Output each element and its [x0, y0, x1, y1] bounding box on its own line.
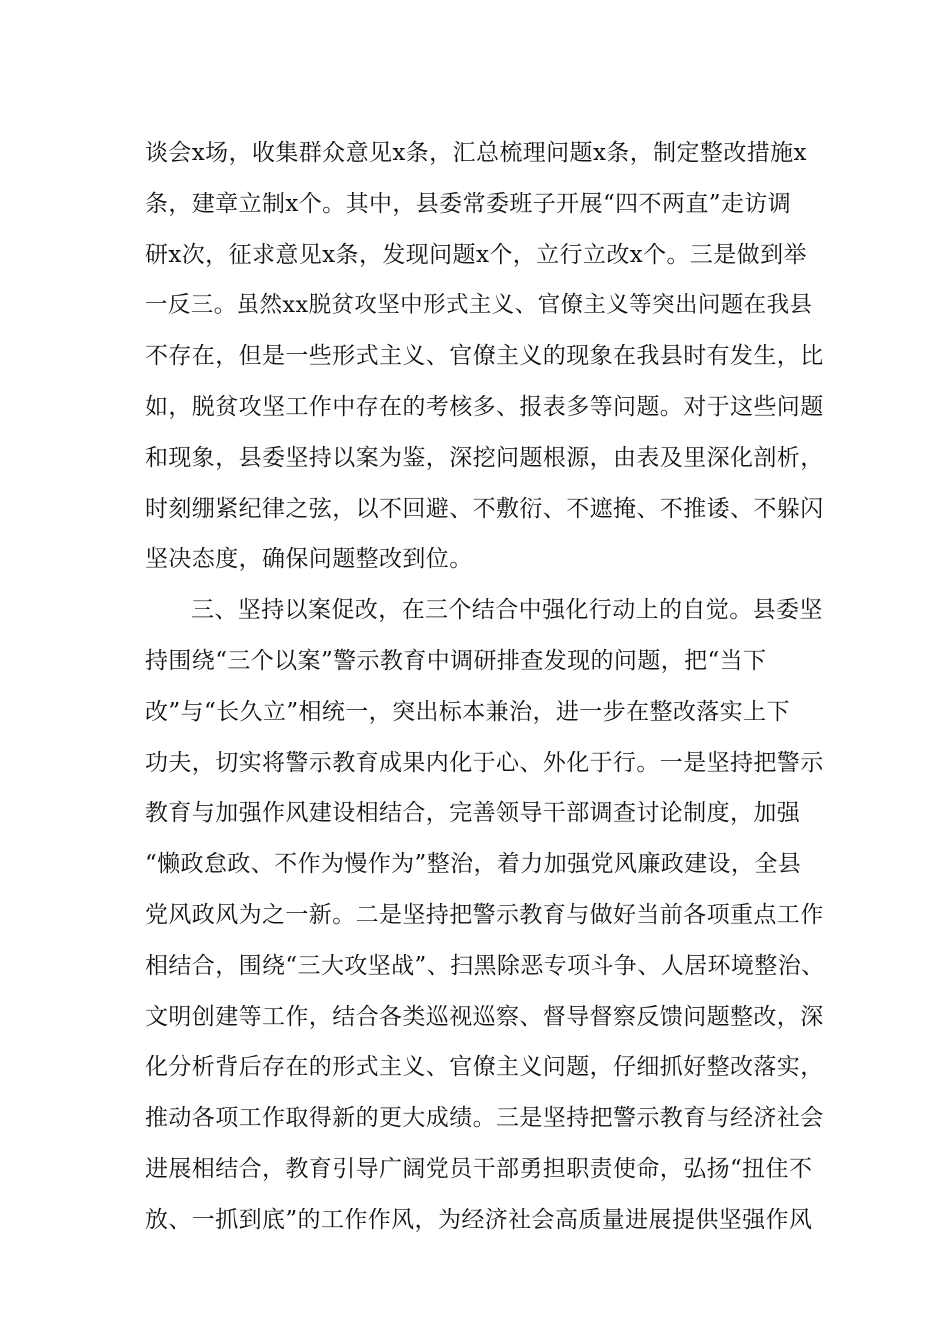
text-line: 不存在，但是一些形式主义、官僚主义的现象在我县时有发生，比	[145, 343, 824, 370]
text-line: 坚决态度，确保问题整改到位。	[145, 546, 473, 573]
text-line: 和现象，县委坚持以案为鉴，深挖问题根源，由表及里深化剖析，	[145, 444, 824, 471]
text-line: 改”与“长久立”相统一，突出标本兼治，进一步在整改落实上下	[145, 698, 790, 725]
text-line: 功夫，切实将警示教育成果内化于心、外化于行。一是坚持把警示	[145, 749, 824, 776]
text-line: 教育与加强作风建设相结合，完善领导干部调查讨论制度，加强	[145, 800, 801, 827]
text-line: 如，脱贫攻坚工作中存在的考核多、报表多等问题。对于这些问题	[145, 393, 824, 420]
text-line: 放、一抓到底”的工作作风，为经济社会高质量进展提供坚强作风	[145, 1206, 813, 1233]
document-body	[145, 128, 825, 1246]
text-line: 持围绕“三个以案”警示教育中调研排查发现的问题，把“当下	[145, 647, 767, 674]
text-line: 进展相结合，教育引导广阔党员干部勇担职责使命，弘扬“扭住不	[145, 1155, 813, 1182]
text-line: 条，建章立制x个。其中，县委常委班子开展“四不两直”走访调	[145, 190, 792, 217]
text-line: 化分析背后存在的形式主义、官僚主义问题，仔细抓好整改落实，	[145, 1054, 824, 1081]
text-line: 谈会x场，收集群众意见x条，汇总梳理问题x条，制定整改措施x	[145, 140, 807, 166]
section-heading-line: 三、坚持以案促改，在三个结合中强化行动上的自觉。县委坚	[191, 597, 823, 624]
text-line: 相结合，围绕“三大攻坚战”、扫黑除恶专项斗争、人居环境整治、	[145, 952, 825, 979]
text-line: 一反三。虽然xx脱贫攻坚中形式主义、官僚主义等突出问题在我县	[145, 292, 813, 319]
text-line: “懒政怠政、不作为慢作为”整治，着力加强党风廉政建设，全县	[145, 851, 802, 878]
text-line: 文明创建等工作，结合各类巡视巡察、督导督察反馈问题整改，深	[145, 1003, 824, 1030]
text-line: 推动各项工作取得新的更大成绩。三是坚持把警示教育与经济社会	[145, 1105, 824, 1132]
text-line: 党风政风为之一新。二是坚持把警示教育与做好当前各项重点工作	[145, 901, 824, 928]
text-line: 研x次，征求意见x条，发现问题x个，立行立改x个。三是做到举	[145, 241, 807, 268]
text-line: 时刻绷紧纪律之弦，以不回避、不敷衍、不遮掩、不推诿、不躲闪	[145, 495, 824, 522]
